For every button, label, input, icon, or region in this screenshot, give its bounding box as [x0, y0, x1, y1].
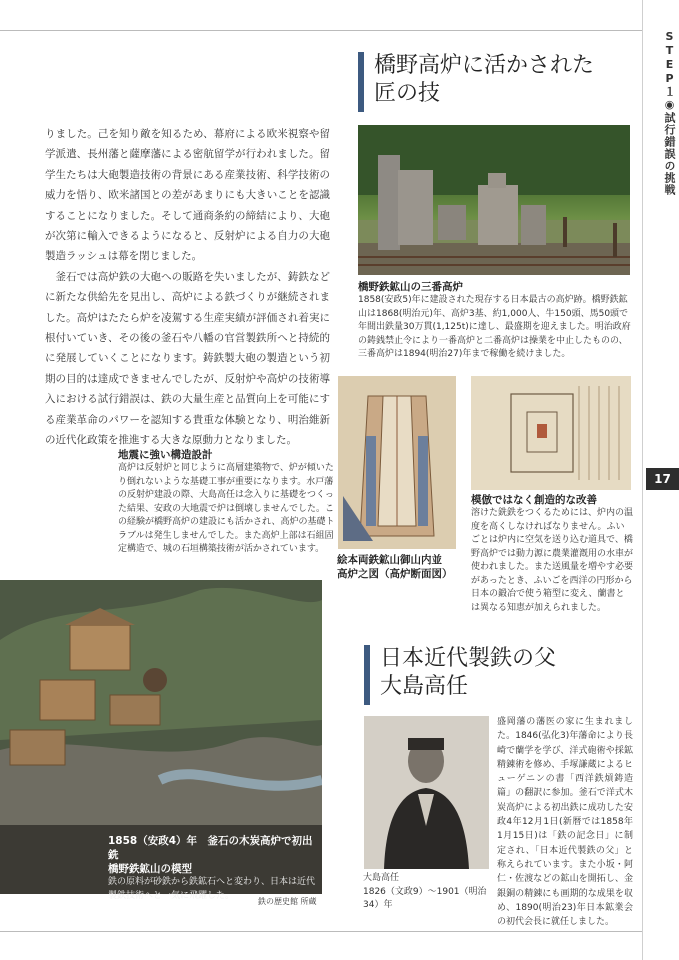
caption-title: 絵本両鉄鉱山御山内並 [337, 554, 442, 566]
furnace-plan-drawing [471, 376, 631, 490]
caption-title: 1858（安政4）年 釜石の木炭高炉で初出銑 [108, 835, 313, 861]
side-rule [642, 0, 643, 960]
furnace-caption [358, 280, 633, 362]
caption-title: 橋野鉄鉱山の三番高炉 [358, 281, 463, 293]
paragraph: 釜石では高炉鉄の大砲への販路を失いましたが、鋳鉄などに新たな供給先を見出し、高炉による鉄づくりが継続されました。高炉はたたら炉を凌駕する生産実績が評価され着実に根付いていき、その後の釜石や八幡の官営製鉄所へと持続的に発展していくことになります。鋳鉄製大砲の製造という初期の目的は達成できませんでしたが、反射炉や高炉の技術導入における試行錯誤は、鉄の大量生産と品質向上を可能にする産業革命のパワーを認知する貴重な体験となり、明治維新の近代化政策を推進する大きな原動力となりました。 [45, 270, 330, 447]
caption-text: 1858(安政5)年に建設された現存する日本最古の高炉跡。橋野鉄鉱山は1868(明治元)年、高炉3基、約1,000人、牛150頭、馬50頭で年間出鉄量30万貫(1,125t)に達し、最盛期を迎えました。明治政府の鋳銭禁止令により一番高炉と二番高炉は操業を中止したものの、三番高炉は1894(明治27)年まで稼働を続けました。 [358, 295, 631, 359]
caption-text: 鉄の原料が砂鉄から鉄鉱石へと変わり、日本は近代製鉄技術へと一気に飛躍した。 [108, 877, 316, 901]
heading-line: 橋野高炉に活かされた [374, 53, 595, 78]
cross-section-caption [337, 553, 462, 581]
portrait-illustration [364, 716, 489, 869]
oshima-biography: 盛岡藩の藩医の家に生まれました。1846(弘化3)年藩命により長崎で蘭学を学び、洋式砲術や採鉱精錬術を修め、手塚謙蔵によるヒューゲニンの書「西洋鉄熕鋳造篇」の翻訳に参加。釜石で洋式木炭高炉による初出鉄に成功した安政4年12月1日(新暦では1858年1月15日)は「鉄の記念日」に制定され、「日本近代製鉄の父」と称えられています。また小坂・阿仁・佐渡などの鉱山を開拓し、金銀銅の精錬にも画期的な成果を収め、1890(明治23)年日本鉱業会の初代会長に就任しました。 [497, 717, 633, 928]
cross-section-illustration [338, 376, 456, 549]
innovation-caption [471, 493, 633, 615]
earthquake-design-note [118, 448, 338, 557]
furnace-cross-section-drawing [338, 376, 456, 549]
paragraph: りました。己を知り敵を知るため、幕府による欧米視察や留学派遣、長州藩と薩摩藩による密航留学が行われました。留学生たちは大砲製造技術の背景にある産業技術、科学技術の威力を悟り、欧米諸国との差があまりにも大きいことを認識することになりました。そして通商条約の締結により、大砲が次第に輸入できるようになると、反射炉による自力の大砲製造ラッシュは幕を閉じました。 [45, 128, 330, 263]
caption-title: 橋野鉄鉱山の模型 [108, 863, 192, 875]
section-heading-oshima [364, 645, 624, 705]
heading-line: 大島高任 [380, 674, 469, 699]
caption-title: 高炉之図（高炉断面図） [337, 568, 453, 580]
main-article [45, 124, 330, 451]
heading-line: 匠の技 [374, 81, 441, 106]
plan-illustration [471, 376, 631, 490]
model-caption [108, 834, 318, 903]
caption-title: 地震に強い構造設計 [118, 449, 213, 461]
portrait-name: 大島高任 [363, 873, 400, 883]
photo-credit: 鉄の歴史館 所蔵 [258, 897, 317, 906]
furnace-ruins-illustration [358, 125, 630, 275]
step-label: STEP１◉試行錯誤の挑戦 [663, 30, 676, 196]
furnace-ruins-photo [358, 125, 630, 275]
section-heading-hashino [358, 52, 633, 112]
portrait-dates: 1826（文政9）〜1901（明治34）年 [363, 886, 487, 910]
caption-text: 高炉は反射炉と同じように高層建築物で、炉が傾いたり倒れないような基礎工事が重要になります。水戸藩の反射炉建設の際、大島高任は念入りに基礎をつくった結果、安政の大地震で炉は倒壊しませんでした。この経験が橋野高炉の建設にも活かされ、高炉の基礎トラブルは発生しませんでした。また高炉上部は石組固定構造で、城の石垣構築技術が活かされています。 [118, 463, 335, 554]
caption-text: 溶けた銑鉄をつくるためには、炉内の温度を高くしなければなりません。ふいごとは炉内に空気を送り込む道具で、橋野高炉では動力源に農業灌漑用の水車が使われました。また送風量を増やす必要があったとき、ふいごを西洋の円形から日本の鍛冶で使う箱型に変え、蘭書とは異なる知恵が加えられました。 [471, 508, 634, 613]
caption-title: 模倣ではなく創造的な改善 [471, 494, 597, 506]
bottom-rule [0, 931, 642, 932]
page-number: 17 [646, 468, 679, 490]
portrait-caption [363, 872, 493, 913]
top-rule [0, 30, 642, 31]
heading-line: 日本近代製鉄の父 [380, 646, 557, 671]
portrait-photo [364, 716, 489, 869]
